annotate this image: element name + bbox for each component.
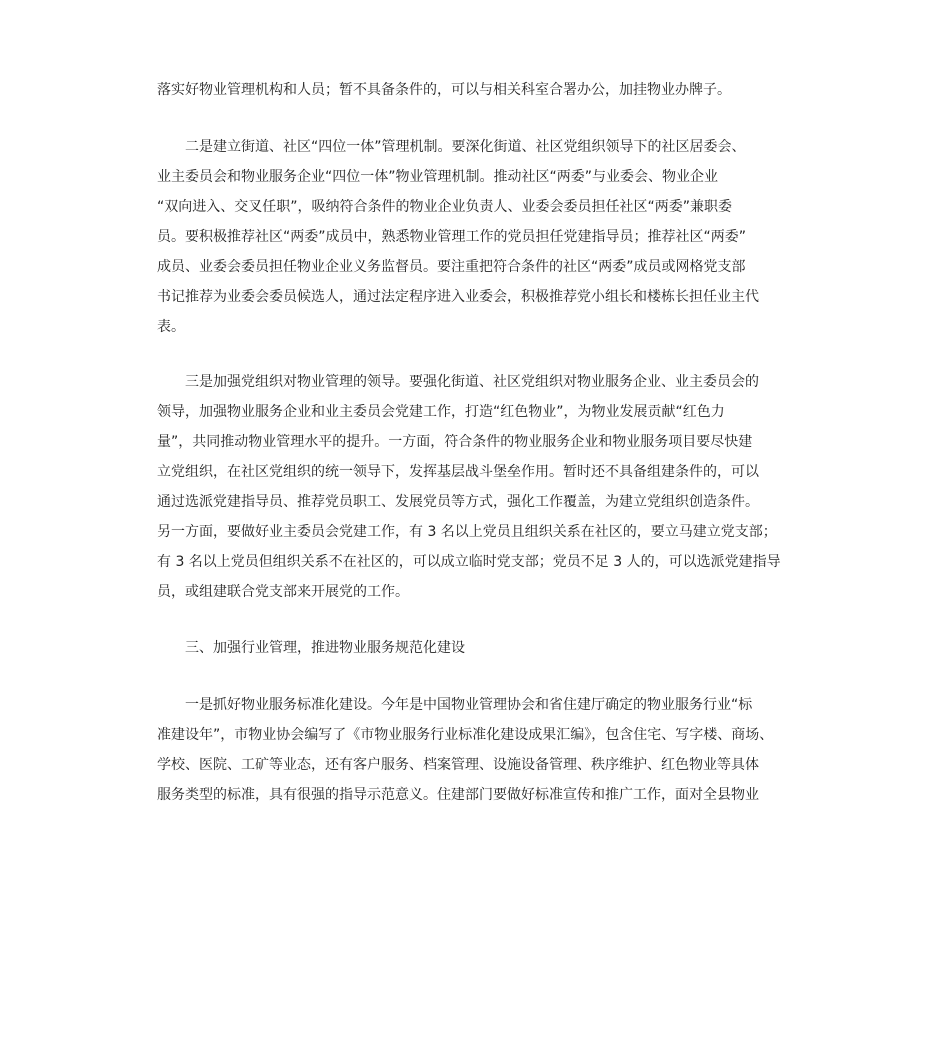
- text-line: 书记推荐为业委会委员候选人，通过法定程序进入业委会，积极推荐党小组长和楼栋长担任业主代: [157, 289, 759, 305]
- text-line: 成员、业委会委员担任物业企业义务监督员。要注重把符合条件的社区“两委”成员或网格党支部: [157, 259, 746, 275]
- section-heading-text: 三、加强行业管理，推进物业服务规范化建设: [185, 640, 465, 656]
- text-line: 有 3 名以上党员但组织关系不在社区的，可以成立临时党支部；党员不足 3 人的，可以选派党建指导: [157, 554, 781, 570]
- paragraph-standardization: [157, 690, 807, 810]
- text-line: 立党组织，在社区党组织的统一领导下，发挥基层战斗堡垒作用。暂时还不具备组建条件的，可以: [157, 464, 759, 480]
- text-line: 三是加强党组织对物业管理的领导。要强化街道、社区党组织对物业服务企业、业主委员会的: [185, 374, 759, 390]
- text-line: 员，或组建联合党支部来开展党的工作。: [157, 584, 409, 600]
- text-line: 员。要积极推荐社区“两委”成员中，熟悉物业管理工作的党员担任党建指导员；推荐社区“两委”: [157, 229, 747, 245]
- section-heading: [157, 633, 807, 663]
- paragraph-four-in-one-mechanism: [157, 132, 807, 342]
- text-line: 一是抓好物业服务标准化建设。今年是中国物业管理协会和省住建厅确定的物业服务行业“标: [185, 697, 753, 713]
- text-line: 领导，加强物业服务企业和业主委员会党建工作，打造“红色物业”，为物业发展贡献“红色力: [157, 404, 725, 420]
- paragraph-party-leadership: [157, 367, 807, 607]
- text-line: 服务类型的标准，具有很强的指导示范意义。住建部门要做好标准宣传和推广工作，面对全县物业: [157, 787, 759, 803]
- text-line: “双向进入、交叉任职”，吸纳符合条件的物业企业负责人、业委会委员担任社区“两委”兼职委: [157, 199, 733, 215]
- text-line: 准建设年”，市物业协会编写了《市物业服务行业标准化建设成果汇编》，包含住宅、写字楼、商场、: [157, 727, 774, 743]
- text-line: 表。: [157, 319, 185, 335]
- text-line: 二是建立街道、社区“四位一体”管理机制。要深化街道、社区党组织领导下的社区居委会、: [185, 139, 746, 155]
- text-line: 学校、医院、工矿等业态，还有客户服务、档案管理、设施设备管理、秩序维护、红色物业等具体: [157, 757, 759, 773]
- text-line: 另一方面，要做好业主委员会党建工作，有 3 名以上党员且组织关系在社区的，要立马建立党支部；: [157, 524, 777, 540]
- paragraph-continuation: [157, 75, 807, 105]
- text-line: 业主委员会和物业服务企业“四位一体”物业管理机制。推动社区“两委”与业委会、物业企业: [157, 169, 719, 185]
- text-line: 落实好物业管理机构和人员；暂不具备条件的，可以与相关科室合署办公，加挂物业办牌子。: [157, 82, 731, 98]
- text-line: 量”，共同推动物业管理水平的提升。一方面，符合条件的物业服务企业和物业服务项目要尽快建: [157, 434, 753, 450]
- text-line: 通过选派党建指导员、推荐党员职工、发展党员等方式，强化工作覆盖，为建立党组织创造条件。: [157, 494, 759, 510]
